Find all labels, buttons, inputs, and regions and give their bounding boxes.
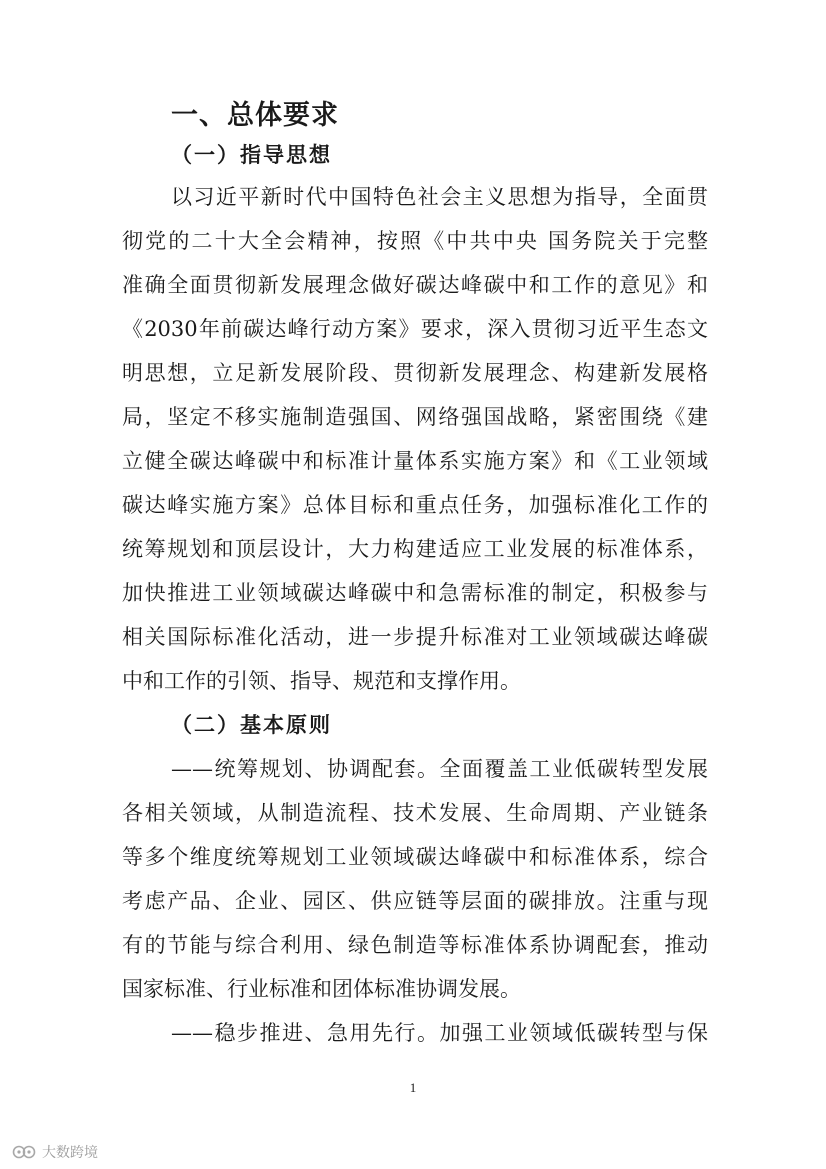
paragraph-line: 等多个维度统筹规划工业领域碳达峰碳中和标准体系，综合 [122,845,708,869]
paragraph-line: 中和工作的引领、指导、规范和支撑作用。 [122,669,521,693]
paragraph-line: 以习近平新时代中国特色社会主义思想为指导，全面贯 [171,185,708,209]
page-number: 1 [409,1080,417,1095]
paragraph-line: 各相关领域，从制造流程、技术发展、生命周期、产业链条 [122,801,708,825]
paragraph-line: 准确全面贯彻新发展理念做好碳达峰碳中和工作的意见》和 [122,273,708,297]
paragraph-line: ——稳步推进、急用先行。加强工业领域低碳转型与保 [171,1021,708,1045]
paragraph-line: 统筹规划和顶层设计，大力构建适应工业发展的标准体系， [122,537,708,561]
paragraph-line: 碳达峰实施方案》总体目标和重点任务，加强标准化工作的 [122,493,708,517]
paragraph-line: 彻党的二十大全会精神，按照《中共中央 国务院关于完整 [122,229,708,253]
paragraph-line: 国家标准、行业标准和团体标准协调发展。 [122,977,521,1001]
paragraph-line: ——统筹规划、协调配套。全面覆盖工业低碳转型发展 [171,757,708,781]
paragraph-line: 明思想，立足新发展阶段、贯彻新发展理念、构建新发展格 [122,361,708,385]
heading-basic-principles: （二）基本原则 [171,712,332,737]
paragraph-line: 相关国际标准化活动，进一步提升标准对工业领域碳达峰碳 [122,625,708,649]
heading-overall-requirements: 一、总体要求 [171,100,339,131]
paragraph-line: 考虑产品、企业、园区、供应链等层面的碳排放。注重与现 [122,889,708,913]
heading-guiding-ideology: （一）指导思想 [171,142,332,167]
paragraph-line: 加快推进工业领域碳达峰碳中和急需标准的制定，积极参与 [122,581,708,605]
paragraph-line: 局，坚定不移实施制造强国、网络强国战略，紧密围绕《建 [122,405,708,429]
paragraph-line: 《2030年前碳达峰行动方案》要求，深入贯彻习近平生态文 [122,317,708,341]
watermark-logo-icon [12,1144,38,1160]
watermark-text: 大数跨境 [42,1145,98,1161]
watermark [12,1142,98,1162]
paragraph-line: 有的节能与综合利用、绿色制造等标准体系协调配套，推动 [122,933,708,957]
paragraph-line: 立健全碳达峰碳中和标准计量体系实施方案》和《工业领域 [122,449,708,473]
